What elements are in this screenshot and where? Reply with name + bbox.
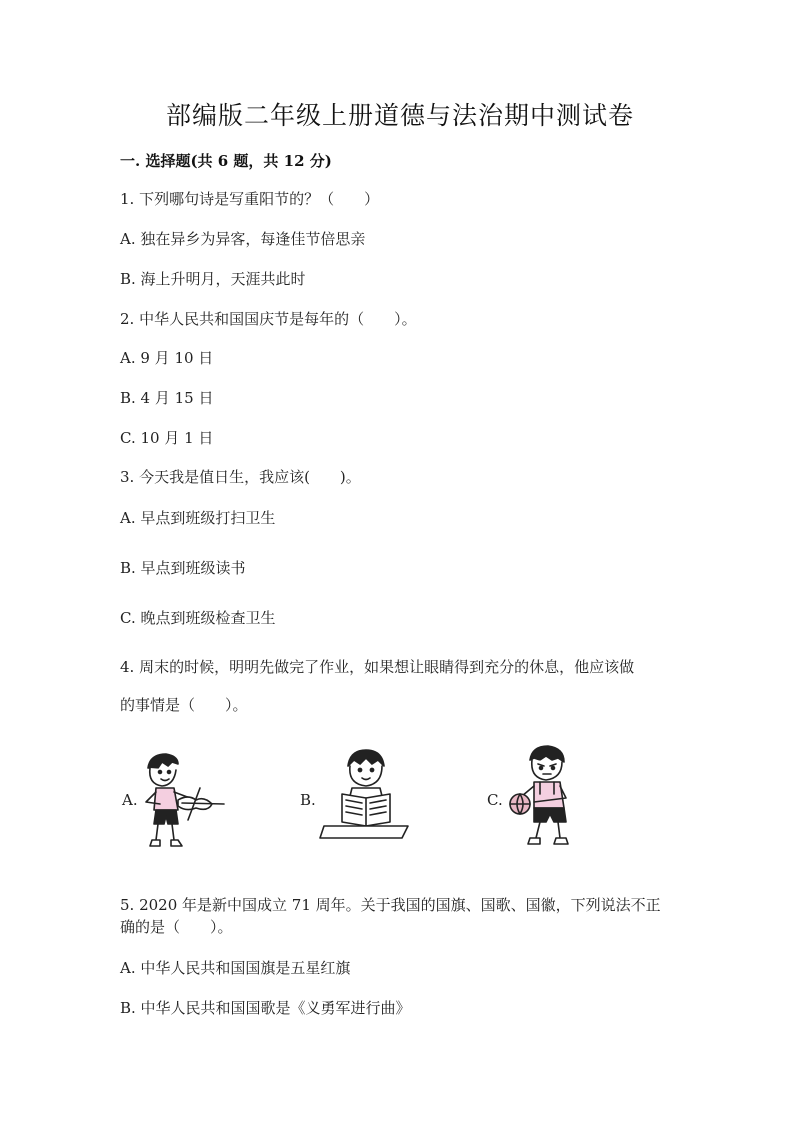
question-5-stem: 5. 2020 年是新中国成立 71 周年。关于我国的国旗、国歌、国徽，下列说法不正确的是（ ）。: [120, 896, 661, 936]
question-4-stem-line-2: 的事情是（ ）。: [120, 696, 248, 714]
page-title: 部编版二年级上册道德与法治期中测试卷: [165, 101, 634, 130]
question-3-option-c: C. 晚点到班级检查卫生: [120, 609, 276, 627]
question-5-option-b: B. 中华人民共和国国歌是《义勇军进行曲》: [120, 999, 411, 1017]
violin-boy-image: [138, 748, 228, 856]
question-5-option-a: A. 中华人民共和国国旗是五星红旗: [120, 959, 351, 977]
question-2-option-b: B. 4 月 15 日: [120, 389, 214, 407]
question-4-option-a-label: A.: [122, 791, 138, 809]
question-2-option-a: A. 9 月 10 日: [120, 349, 214, 367]
question-3-option-a: A. 早点到班级打扫卫生: [120, 509, 276, 527]
question-1-stem: 1. 下列哪句诗是写重阳节的？（ ）: [120, 190, 380, 208]
question-1-option-a: A. 独在异乡为异客，每逢佳节倍思亲: [120, 230, 366, 248]
question-4-option-c-label: C.: [487, 791, 503, 809]
section-heading: 一. 选择题(共 6 题，共 12 分): [120, 152, 332, 170]
question-2-stem: 2. 中华人民共和国国庆节是每年的（ ）。: [120, 310, 417, 328]
question-4-option-b-label: B.: [300, 791, 316, 809]
basketball-boy-image: [504, 744, 584, 852]
question-1-option-b: B. 海上升明月，天涯共此时: [120, 270, 306, 288]
question-4-stem-line-1: 4. 周末的时候，明明先做完了作业，如果想让眼睛得到充分的休息，他应该做: [120, 658, 635, 676]
question-3-stem: 3. 今天我是值日生，我应该( )。: [120, 468, 361, 486]
reading-boy-image: [318, 746, 414, 842]
question-2-option-c: C. 10 月 1 日: [120, 429, 214, 447]
question-3-option-b: B. 早点到班级读书: [120, 559, 246, 577]
